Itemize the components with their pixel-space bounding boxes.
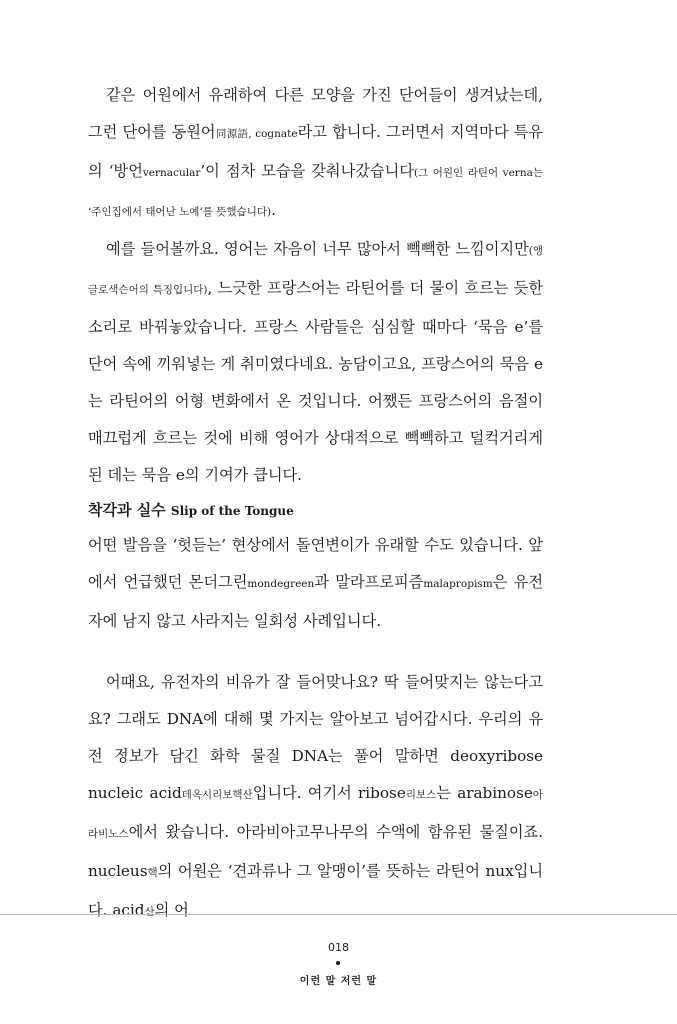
inline-gloss: 아라비노스: [88, 789, 544, 840]
text-run: , 느긋한 프랑스어는 라틴어를 더 물이 흐르는 듯한 소리로 바꿔놓았습니다. 프랑스 사람들은 심심할 때마다 ‘묵음 e’를 단어 속에 끼워넣는 게 취미였다네요. 농담이고요, 프랑스어의 묵음 e는 라틴어의 어형 변화에서 온 것입니다. 어쨌든 프랑스어의 음절이 매끄럽게 흐르는 것에 비해 영어가 상대적으로 빽빽하: [88, 279, 543, 447]
text-run: 같은 어원에서 유래하여 다른 모양을 가진 단어들이 생겨났는데, 그런 단어를 동원어: [88, 86, 543, 141]
paragraph-2: [88, 231, 543, 494]
paragraph-cognates: [88, 77, 543, 494]
inline-note: (그 어원인 라틴어 verna는 ‘주인집에서 태어난 노예’를 뜻했습니다): [88, 167, 543, 218]
page-number: 018: [328, 941, 349, 954]
text-run: ’이 점차 모습을 갖춰나갔습니다: [200, 162, 414, 180]
text-run: 라고 합니다. 그러면서 지역마다 특유의 ‘방언: [88, 123, 543, 180]
inline-gloss: mondegreen: [247, 578, 315, 590]
inline-gloss: 산: [144, 906, 155, 918]
text-run: 에서 왔습니다. 아라비아고무나무의 수액에 함유된 물질이죠. nucleus: [88, 823, 543, 880]
inline-gloss: malapropism: [423, 578, 493, 590]
text-run: 입니다. 여기서 ribose: [252, 784, 406, 802]
paragraph-dna: [88, 664, 543, 931]
running-title: 이런 말 저런 말: [299, 976, 378, 987]
inline-gloss: 데옥시리보핵산: [181, 789, 253, 801]
inline-gloss: 同源語, cognate: [215, 128, 298, 140]
paragraph-3: [88, 527, 543, 640]
text-run: 는 arabinose: [436, 784, 533, 802]
footer-dot: [336, 961, 340, 965]
section-heading: [88, 498, 294, 523]
text-run: 의: [157, 862, 173, 880]
text-run: 어원은 ‘견과류나 그 알맹이’를 뜻하는 라틴어 nux입니다. acid: [88, 862, 543, 919]
text-run: 어때요, 유전자의 비유가 잘 들어맞나요? 딱 들어맞지는 않는다고요? 그래도 DNA에 대해 몇 가지는 알아보고 넘어갑시다. 우리의 유전 정보가 담긴 화학 물질 DNA는 풀어 말하면 deoxyribose nucleic acid: [88, 673, 543, 802]
text-run: .: [271, 201, 276, 219]
text-run: 고 덜컥거리게 된 데는 묵음 e의 기여가 큽니다.: [88, 429, 543, 484]
heading-korean: 착각과 실수: [88, 501, 166, 519]
inline-gloss: vernacular: [142, 167, 201, 179]
text-run: 의 어: [154, 901, 189, 919]
paragraph-1: [88, 77, 543, 231]
heading-english: Slip of the Tongue: [170, 504, 294, 518]
text-run: 예를 들어볼까요. 영어는 자음이 너무 많아서 빽빽한 느낌이지만: [106, 240, 529, 258]
text-run: 과 말라프로피즘: [314, 573, 424, 591]
inline-gloss: 리보스: [405, 789, 437, 801]
footer-divider: [0, 914, 677, 915]
paragraph-4: [88, 664, 543, 931]
inline-note: (앵글로색슨어의 특징입니다): [88, 245, 543, 296]
text-run: 어떤 발음을 ‘헛듣는’ 현상에서 돌연변이가 유래할 수도 있습니다. 앞에서 언급했던 몬더그린: [88, 536, 543, 591]
text-run: 은 유전자에 남지 않고 사라지는 일회성 사례입니다.: [88, 573, 543, 630]
paragraph-slip: [88, 527, 543, 640]
inline-gloss: 핵: [147, 867, 158, 879]
